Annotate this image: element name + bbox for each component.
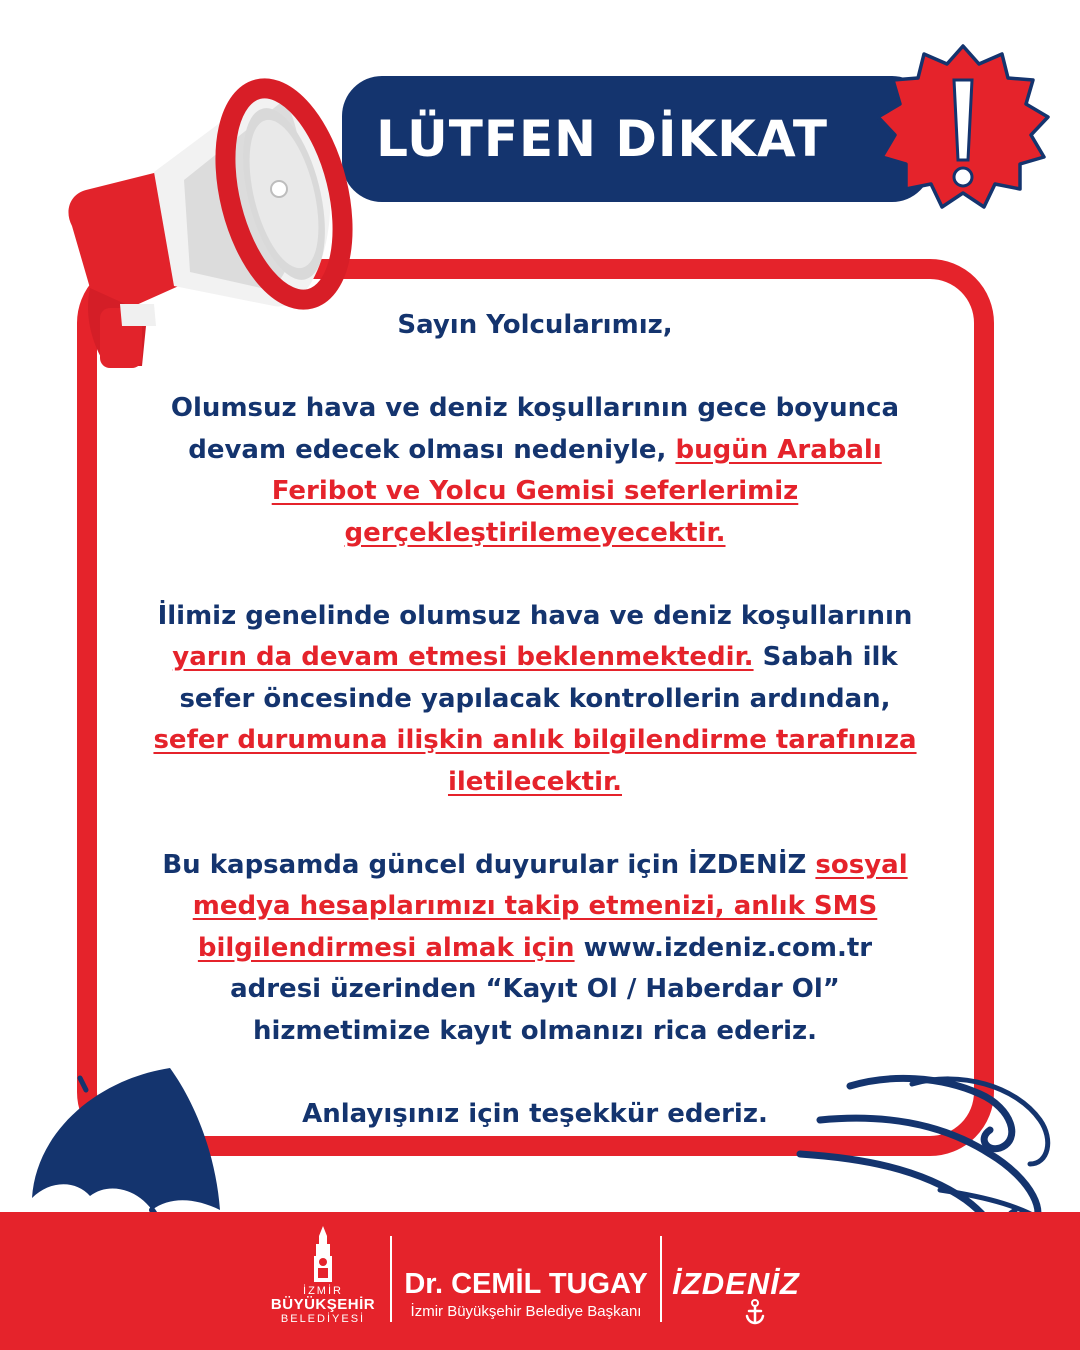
izdeniz-logo: İZDENİZ bbox=[672, 1266, 800, 1301]
anchor-icon bbox=[744, 1299, 766, 1325]
p3-highlight: sosyal medya hesaplarımızı takip etmenizi, anlık SMS bilgilendirmesi almak için bbox=[192, 849, 908, 963]
p2-highlight-1: yarın da devam etmesi beklenmektedir. bbox=[172, 642, 754, 672]
p3-text-2: www.izdeniz.com.tr adresi üzerinden “Kayıt Ol / Haberdar Ol” hizmetimize kayıt olmanızı rica ederiz. bbox=[230, 932, 873, 1046]
greeting: Sayın Yolcularımız, bbox=[397, 310, 673, 340]
notice-body bbox=[150, 305, 920, 1135]
mayor-name: Dr. CEMİL TUGAY bbox=[404, 1268, 648, 1300]
p1-highlight: bugün Arabalı Feribot ve Yolcu Gemisi seferlerimiz gerçekleştirilemeyecektir. bbox=[271, 434, 882, 548]
thanks-line: Anlayışınız için teşekkür ederiz. bbox=[302, 1098, 768, 1129]
paragraph-1 bbox=[150, 388, 920, 554]
municipality-logo bbox=[258, 1285, 388, 1325]
p2-text-2: Sabah ilk sefer öncesinde yapılacak kontrollerin ardından, bbox=[179, 642, 898, 714]
alert-badge-icon bbox=[874, 42, 1052, 220]
municipality-line-2: BÜYÜKŞEHİR bbox=[270, 1296, 376, 1313]
municipality-line-3: BELEDİYESİ bbox=[280, 1313, 366, 1325]
paragraph-3 bbox=[150, 845, 920, 1053]
municipality-line-1: İZMİR bbox=[303, 1285, 343, 1297]
page-title: LÜTFEN DİKKAT bbox=[376, 110, 828, 168]
p1-text: Olumsuz hava ve deniz koşullarının gece boyunca devam edecek olması nedeniyle, bbox=[170, 393, 900, 465]
p2-highlight-2: sefer durumuna ilişkin anlık bilgilendirme tarafınıza iletilecektir. bbox=[153, 725, 917, 797]
footer-divider-1 bbox=[390, 1236, 392, 1322]
alert-glyph: ! bbox=[874, 42, 875, 43]
paragraph-2 bbox=[150, 596, 920, 804]
footer-divider-2 bbox=[660, 1236, 662, 1322]
p2-text-1: İlimiz genelinde olumsuz hava ve deniz koşullarının bbox=[157, 600, 913, 631]
mayor-title: İzmir Büyükşehir Belediye Başkanı bbox=[410, 1303, 642, 1320]
p3-text-1: Bu kapsamda güncel duyurular için İZDENİZ bbox=[162, 849, 816, 880]
